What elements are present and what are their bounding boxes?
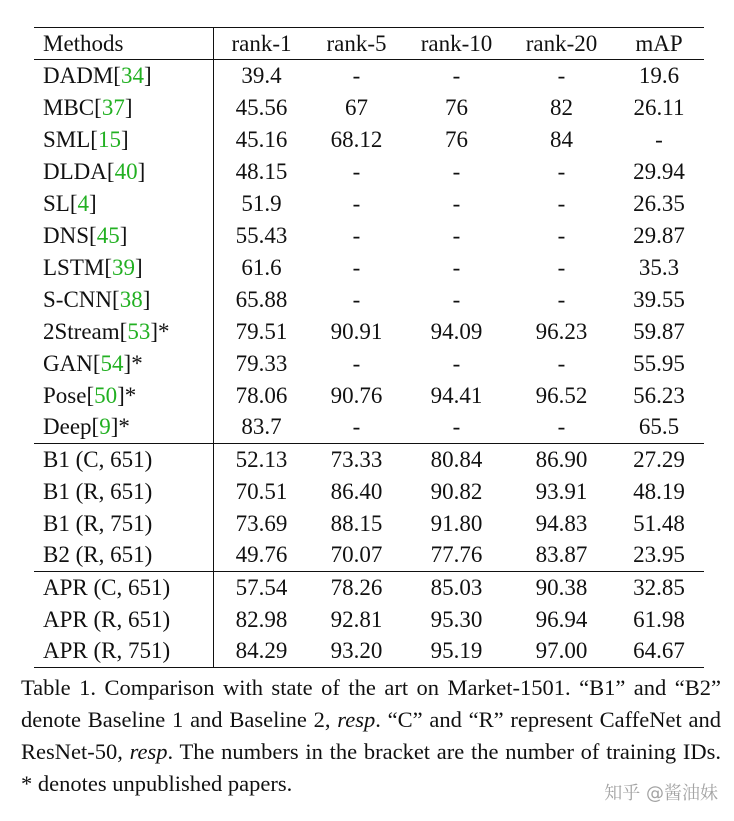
value-cell: 55.95 [633, 350, 685, 376]
value-cell: 51.48 [633, 510, 685, 536]
value-cell: - [352, 222, 361, 248]
method-name-cell: SL[4] [34, 188, 214, 220]
method-name-cell: DADM[34] [34, 60, 214, 92]
value-cell: 90.76 [330, 382, 383, 408]
value-cell: 86.40 [330, 478, 383, 504]
value-cell: 45.16 [235, 126, 288, 152]
value-cell: 61.6 [241, 254, 282, 280]
value-cell: 80.84 [404, 444, 509, 476]
caption-part-3: . The numbers in the bracket are the number of training IDs. * denotes unpublished papers. [21, 739, 721, 796]
method-name-cell: Pose[50]* [34, 380, 214, 412]
value-cell: 78.06 [235, 382, 288, 408]
header-rank-5: rank-5 [309, 28, 404, 60]
value-cell: - [452, 222, 461, 248]
value-cell: - [452, 414, 461, 440]
table-row [34, 188, 704, 220]
citation-link[interactable]: 54 [100, 350, 124, 376]
caption-part-2: . “C” and “R” represent CaffeNet and ResNet-50, [21, 707, 721, 764]
table-row [34, 316, 704, 348]
header-methods: Methods [34, 28, 214, 60]
value-cell: 35.3 [638, 254, 680, 280]
value-cell: 39.55 [633, 286, 685, 312]
value-cell: 96.23 [535, 318, 588, 344]
method-name: LSTM [43, 254, 105, 280]
value-cell: - [352, 254, 361, 280]
method-name: APR (C, 651) [43, 574, 171, 600]
method-name: 2Stream [43, 318, 120, 344]
table-row [34, 412, 704, 444]
value-cell: 94.83 [535, 510, 588, 536]
table-row [34, 60, 704, 92]
value-cell: 64.67 [614, 636, 704, 668]
value-cell: 96.94 [535, 606, 588, 632]
method-name-cell: MBC[37] [34, 92, 214, 124]
value-cell: 90.91 [330, 318, 383, 344]
value-cell: - [452, 350, 461, 376]
value-cell: 82.98 [235, 606, 288, 632]
value-cell: 52.13 [214, 444, 310, 476]
value-cell: 32.85 [614, 572, 704, 604]
value-cell: 57.54 [214, 572, 310, 604]
value-cell: - [352, 414, 361, 440]
value-cell: 90.38 [509, 572, 614, 604]
method-name-cell: S-CNN[38] [34, 284, 214, 316]
table-header-row [34, 28, 704, 60]
method-name: S-CNN [43, 286, 113, 312]
method-name-cell: Deep[9]* [34, 412, 214, 444]
value-cell: 29.94 [633, 158, 685, 184]
method-name: MBC [43, 94, 95, 120]
table-row [34, 636, 704, 668]
value-cell: 29.87 [633, 222, 685, 248]
comparison-table [34, 27, 704, 668]
value-cell: - [557, 254, 566, 280]
unpublished-marker: * [131, 350, 143, 376]
value-cell: - [352, 190, 361, 216]
header-rank-20: rank-20 [509, 28, 614, 60]
value-cell: 84.29 [214, 636, 310, 668]
value-cell: 67 [345, 94, 368, 120]
method-name: APR (R, 751) [43, 638, 171, 664]
value-cell: 96.52 [535, 382, 588, 408]
value-cell: 70.51 [235, 478, 288, 504]
citation-link[interactable]: 50 [94, 382, 118, 408]
value-cell: 48.19 [633, 478, 685, 504]
method-name-cell: 2Stream[53]* [34, 316, 214, 348]
value-cell: 76 [445, 94, 468, 120]
value-cell: 73.69 [235, 510, 288, 536]
value-cell: 83.7 [241, 414, 282, 440]
value-cell: 82 [550, 94, 573, 120]
value-cell: - [352, 62, 361, 88]
method-name-cell [34, 604, 214, 636]
value-cell: - [452, 62, 461, 88]
citation-link[interactable]: 34 [120, 62, 144, 88]
value-cell: 86.90 [509, 444, 614, 476]
method-name-cell [34, 572, 214, 604]
value-cell: 94.41 [430, 382, 483, 408]
unpublished-marker: * [118, 414, 130, 440]
value-cell: 61.98 [633, 606, 685, 632]
value-cell: - [452, 158, 461, 184]
method-name: B1 (R, 651) [43, 478, 153, 504]
method-name-cell: SML[15] [34, 124, 214, 156]
table-row [34, 220, 704, 252]
table-row [34, 540, 704, 572]
value-cell: 56.23 [633, 382, 685, 408]
method-name: Deep [43, 414, 92, 440]
table-row [34, 476, 704, 508]
value-cell: 59.87 [633, 318, 685, 344]
value-cell: - [557, 286, 566, 312]
method-name: SML [43, 126, 91, 152]
table-row [34, 444, 704, 476]
citation-link[interactable]: 39 [112, 254, 136, 280]
value-cell: - [557, 350, 566, 376]
value-cell: 95.30 [430, 606, 483, 632]
citation-link[interactable]: 37 [101, 94, 125, 120]
value-cell: 92.81 [330, 606, 383, 632]
value-cell: 39.4 [241, 62, 282, 88]
value-cell: 79.51 [235, 318, 288, 344]
citation-link[interactable]: 53 [127, 318, 151, 344]
value-cell: - [452, 190, 461, 216]
value-cell: 90.82 [430, 478, 483, 504]
citation-link[interactable]: 40 [114, 158, 138, 184]
method-name-cell [34, 444, 214, 476]
value-cell: 91.80 [430, 510, 483, 536]
value-cell: - [557, 62, 566, 88]
value-cell: 95.19 [404, 636, 509, 668]
method-name: B1 (R, 751) [43, 510, 153, 536]
value-cell: 65.88 [235, 286, 288, 312]
table-row [34, 572, 704, 604]
value-cell: 65.5 [638, 414, 680, 440]
method-name: GAN [43, 350, 93, 376]
caption-resp-2: resp [129, 739, 168, 764]
table-body [34, 60, 704, 668]
value-cell: 83.87 [535, 542, 588, 568]
value-cell: 70.07 [330, 542, 383, 568]
table-row [34, 284, 704, 316]
table-row [34, 604, 704, 636]
value-cell: - [557, 190, 566, 216]
value-cell: 23.95 [633, 542, 685, 568]
table-row [34, 92, 704, 124]
value-cell: - [452, 254, 461, 280]
method-name: DADM [43, 62, 114, 88]
method-name-cell: DLDA[40] [34, 156, 214, 188]
value-cell: 85.03 [404, 572, 509, 604]
value-cell: 19.6 [638, 62, 680, 88]
method-name-cell: GAN[54]* [34, 348, 214, 380]
citation-link[interactable]: 4 [77, 190, 90, 216]
citation-link[interactable]: 45 [96, 222, 120, 248]
method-name: Pose [43, 382, 87, 408]
header-rank-1: rank-1 [214, 28, 310, 60]
citation-link[interactable]: 9 [99, 414, 111, 440]
table-row [34, 124, 704, 156]
value-cell: - [557, 222, 566, 248]
method-name-cell [34, 508, 214, 540]
header-rank-10: rank-10 [404, 28, 509, 60]
table-row [34, 508, 704, 540]
unpublished-marker: * [158, 318, 170, 344]
value-cell: 76 [445, 126, 468, 152]
method-name-cell [34, 636, 214, 668]
value-cell: 27.29 [614, 444, 704, 476]
table-row [34, 252, 704, 284]
value-cell: - [452, 286, 461, 312]
method-name: APR (R, 651) [43, 606, 171, 632]
value-cell: 26.11 [633, 94, 685, 120]
value-cell: 73.33 [309, 444, 404, 476]
value-cell: 84 [550, 126, 573, 152]
value-cell: 94.09 [430, 318, 483, 344]
value-cell: 68.12 [330, 126, 383, 152]
method-name-cell [34, 540, 214, 572]
value-cell: - [352, 350, 361, 376]
value-cell: 26.35 [633, 190, 685, 216]
method-name: B1 (C, 651) [43, 446, 153, 472]
value-cell: - [557, 158, 566, 184]
header-map: mAP [614, 28, 704, 60]
value-cell: - [557, 414, 566, 440]
value-cell: - [352, 286, 361, 312]
unpublished-marker: * [124, 382, 137, 408]
table-row [34, 380, 704, 412]
table-row [34, 156, 704, 188]
method-name: DNS [43, 222, 90, 248]
value-cell: 48.15 [235, 158, 288, 184]
value-cell: 55.43 [235, 222, 288, 248]
method-name: B2 (R, 651) [43, 542, 153, 568]
value-cell: - [655, 126, 663, 152]
method-name-cell: LSTM[39] [34, 252, 214, 284]
value-cell: 49.76 [235, 542, 288, 568]
value-cell: 45.56 [235, 94, 288, 120]
value-cell: - [352, 158, 361, 184]
value-cell: 77.76 [430, 542, 483, 568]
caption-part-1: Table 1. Comparison with state of the art on Market-1501. “B1” and “B2” denote Baseline 1 and Baseline 2, [21, 675, 721, 732]
value-cell: 93.20 [309, 636, 404, 668]
value-cell: 88.15 [330, 510, 383, 536]
value-cell: 97.00 [509, 636, 614, 668]
value-cell: 79.33 [235, 350, 288, 376]
value-cell: 78.26 [309, 572, 404, 604]
method-name: SL [43, 190, 70, 216]
caption-resp-1: resp [337, 707, 376, 732]
value-cell: 93.91 [535, 478, 588, 504]
table-row [34, 348, 704, 380]
method-name: DLDA [43, 158, 107, 184]
method-name-cell: DNS[45] [34, 220, 214, 252]
method-name-cell [34, 476, 214, 508]
watermark: 知乎 @酱油妹 [604, 783, 718, 804]
citation-link[interactable]: 38 [119, 286, 143, 312]
value-cell: 51.9 [241, 190, 282, 216]
citation-link[interactable]: 15 [97, 126, 121, 152]
